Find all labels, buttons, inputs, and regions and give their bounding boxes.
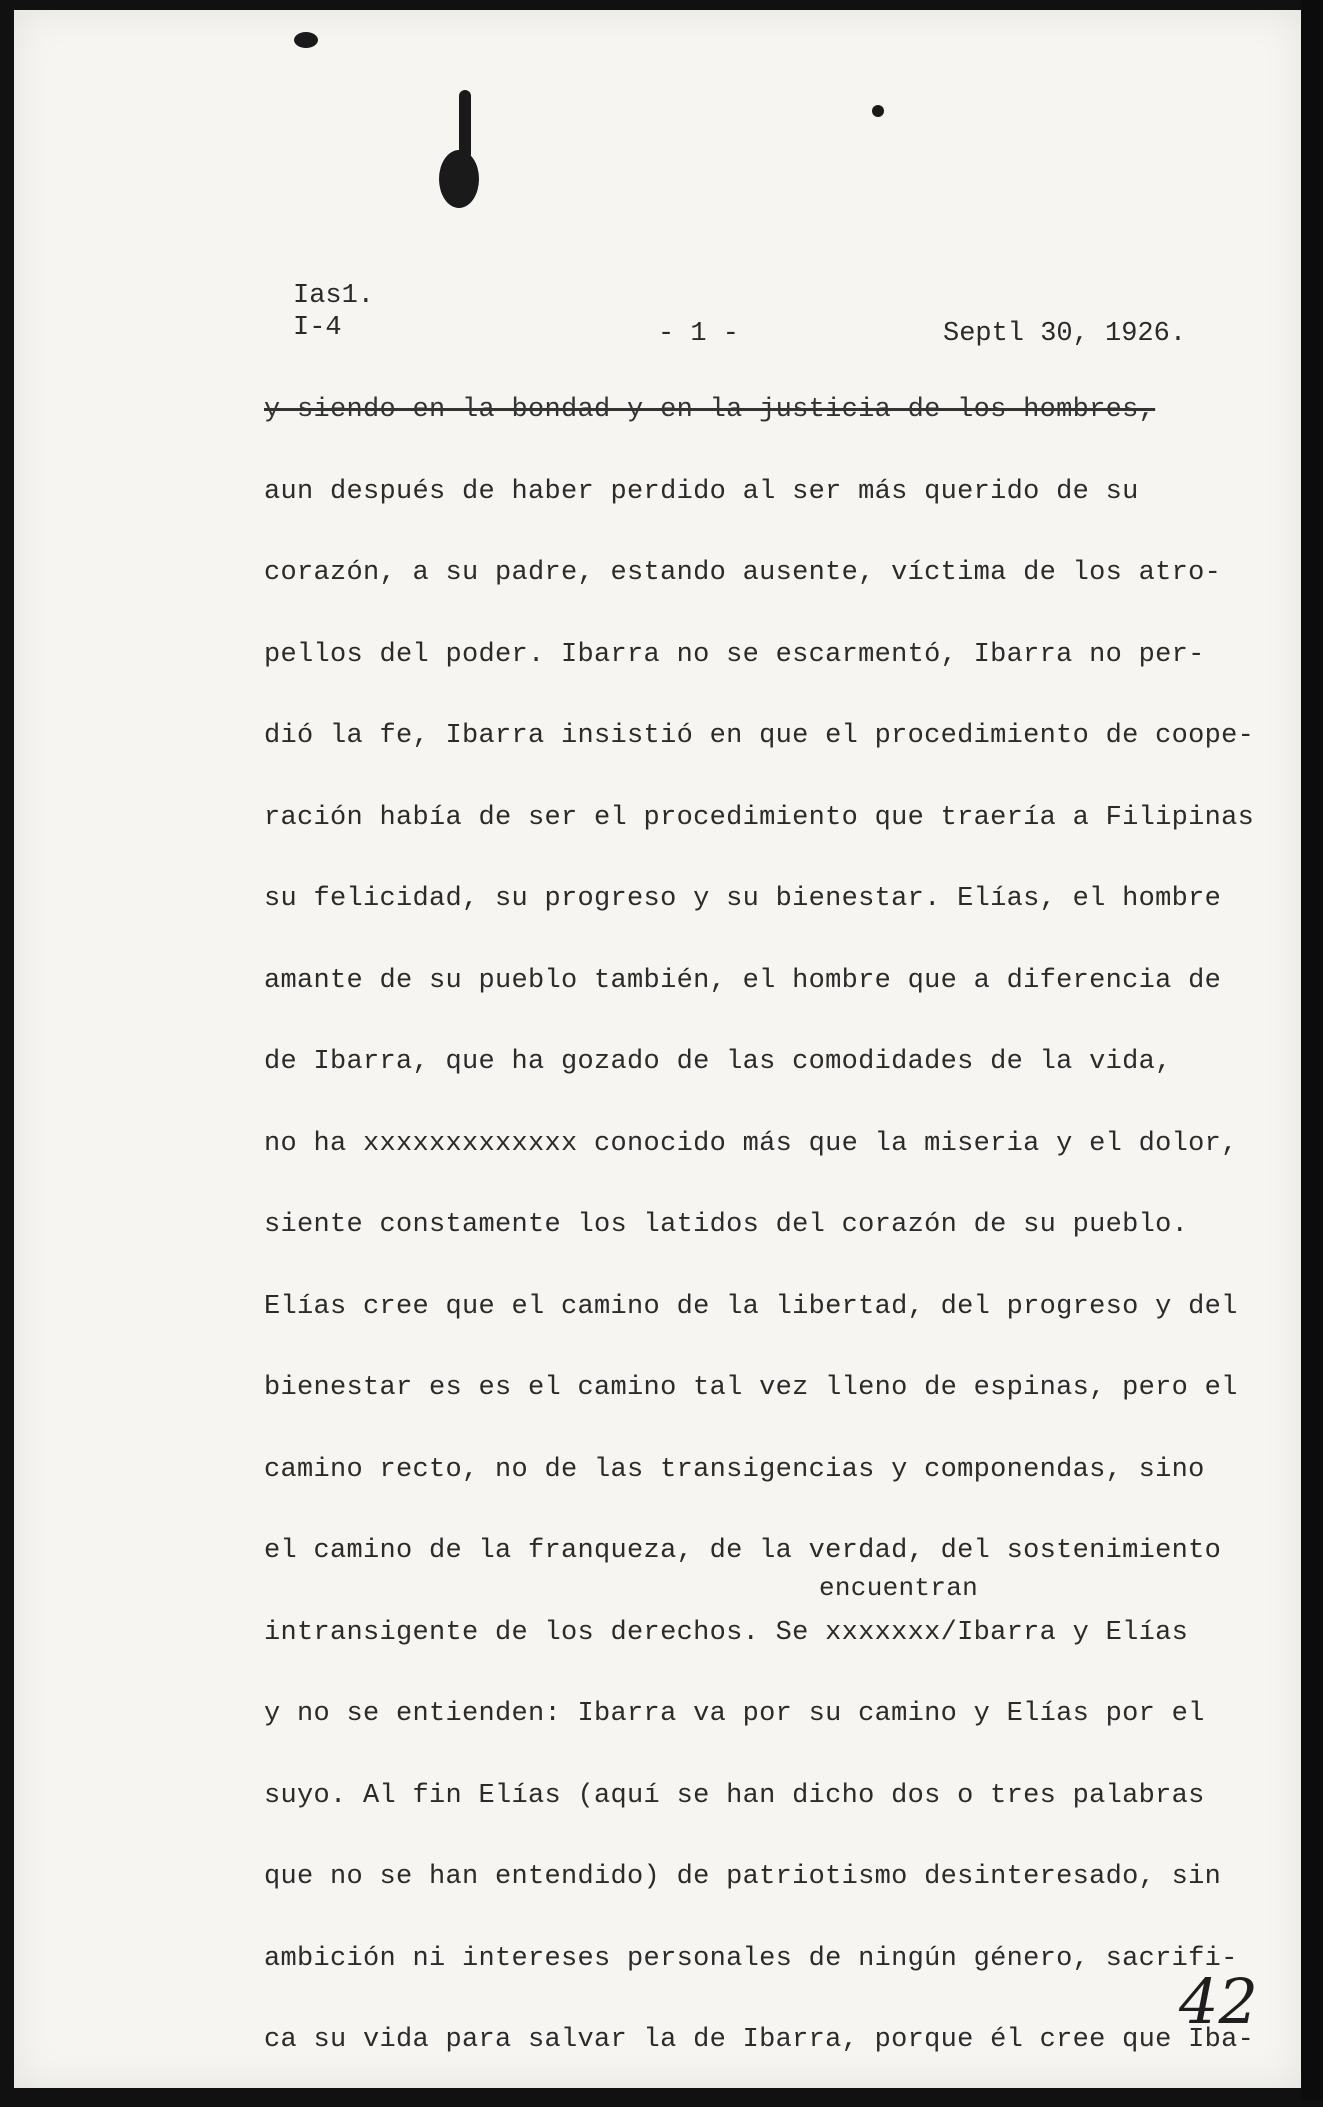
text-line: ración había de ser el procedimiento que traería a Filipinas [264, 802, 1255, 833]
page-number: - 1 - [658, 319, 740, 349]
ink-blot [459, 90, 471, 160]
insertion-above: encuentran [819, 1572, 979, 1603]
ink-blot [872, 105, 884, 117]
scan-border [1301, 0, 1323, 2100]
text-line: ambición ni intereses personales de ningún género, sacrifi- [264, 1943, 1238, 1974]
text-line: siente constamente los latidos del corazón de su pueblo. [264, 1210, 1189, 1240]
handwritten-folio-number: 42 [1179, 1965, 1258, 2038]
text-line: que no se han entendido) de patriotismo desinteresado, sin [264, 1862, 1222, 1892]
text-line: bienestar es es el camino tal vez lleno de espinas, pero el [264, 1373, 1238, 1403]
text-line-with-insertion [264, 1572, 1224, 1700]
text-line: aun después de haber perdido al ser más querido de su [264, 476, 1139, 507]
typed-text [264, 395, 1255, 2107]
text-line: amante de su pueblo también, el hombre que a diferencia de [264, 965, 1222, 996]
reference-line-2: I-4 [293, 313, 342, 343]
text-line: y no se entienden: Ibarra va por su camino y Elías por el [264, 1699, 1205, 1729]
text-line: corazón, a su padre, estando ausente, víctima de los atro- [264, 558, 1222, 588]
text-line: el camino de la franqueza, de la verdad, del sostenimiento [264, 1536, 1222, 1566]
reference-line-1: Ias1. [293, 281, 375, 311]
ink-blot [294, 32, 318, 48]
text-line: pellos del poder. Ibarra no se escarmentó, Ibarra no per- [264, 639, 1205, 670]
text-line: intransigente de los derechos. Se xxxxxxx/Ibarra y Elías [264, 1617, 1189, 1648]
text-line: Elías cree que el camino de la libertad, del progreso y del [264, 1291, 1238, 1322]
date: Septl 30, 1926. [943, 319, 1187, 349]
ink-blot [439, 150, 479, 208]
struck-line: y siendo en la bondad y en la justicia de los hombres, [264, 395, 1156, 425]
text-line: su felicidad, su progreso y su bienestar. Elías, el hombre [264, 884, 1222, 914]
document-page [14, 10, 1302, 2088]
text-line: camino recto, no de las transigencias y componendas, sino [264, 1454, 1205, 1485]
text-line: ca su vida para salvar la de Ibarra, porque él cree que Iba- [264, 2025, 1255, 2055]
text-line: no ha xxxxxxxxxxxxx conocido más que la miseria y el dolor, [264, 1128, 1238, 1159]
reference-block [293, 280, 374, 344]
text-line: dió la fe, Ibarra insistió en que el procedimiento de coope- [264, 721, 1255, 751]
text-line: de Ibarra, que ha gozado de las comodidades de la vida, [264, 1047, 1172, 1077]
text-line: suyo. Al fin Elías (aquí se han dicho dos o tres palabras [264, 1780, 1205, 1811]
